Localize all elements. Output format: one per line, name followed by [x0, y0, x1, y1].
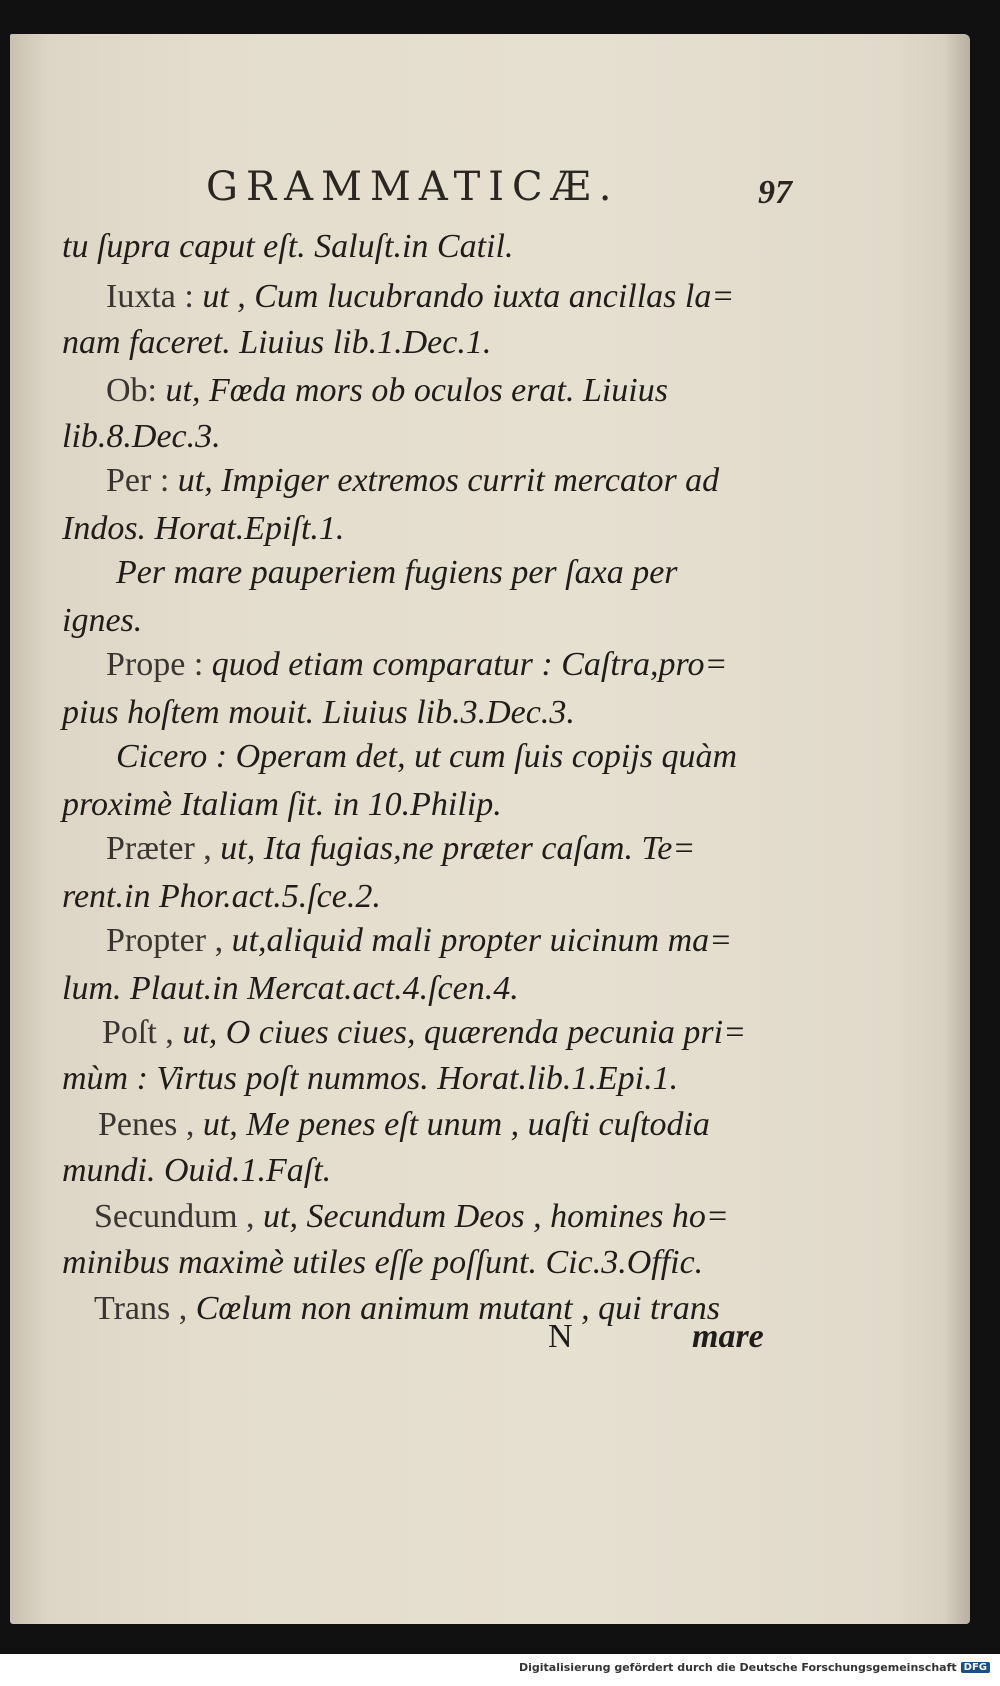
headword: Prope :: [106, 646, 212, 683]
line-text: nam faceret. Liuius lib.1.Dec.1.: [62, 324, 492, 361]
headword: Secundum ,: [94, 1198, 264, 1235]
text-line: [106, 464, 719, 498]
headword: Ob:: [106, 372, 166, 409]
book-page: [10, 34, 970, 1624]
line-text: mundi. Ouid.1.Faſt.: [62, 1152, 332, 1189]
line-text: quod etiam comparatur : Caſtra,pro=: [211, 646, 728, 683]
headword: Per :: [106, 462, 178, 499]
line-text: ut,aliquid mali propter uicinum ma=: [231, 922, 733, 959]
line-text: ut, Secundum Deos , homines ho=: [263, 1198, 729, 1235]
line-text: Indos. Horat.Epiſt.1.: [62, 510, 345, 547]
line-text: Per mare pauperiem fugiens per ſaxa per: [116, 554, 678, 591]
text-line: [116, 556, 678, 590]
headword: Præter ,: [106, 830, 221, 867]
text-line: [62, 696, 575, 730]
text-line: [62, 1154, 331, 1188]
running-title: GRAMMATICÆ.: [206, 164, 620, 210]
line-text: ut, Fœda mors ob oculos erat. Liuius: [165, 372, 668, 409]
text-line: [106, 924, 732, 958]
text-line: [62, 604, 142, 638]
line-text: tu ſupra caput eſt. Saluſt.in Catil.: [62, 228, 514, 265]
catchword: mare: [692, 1318, 764, 1355]
headword: Trans ,: [94, 1290, 196, 1327]
text-line: [62, 420, 221, 454]
line-text: lum. Plaut.in Mercat.act.4.ſcen.4.: [62, 970, 519, 1007]
text-line: [62, 788, 502, 822]
text-line: [62, 972, 519, 1006]
text-line: [94, 1292, 720, 1326]
text-line: [106, 280, 734, 314]
line-text: mùm : Virtus poſt nummos. Horat.lib.1.Epi.1.: [62, 1060, 679, 1097]
line-text: minibus maximè utiles eſſe poſſunt. Cic.3.Offic.: [62, 1244, 704, 1281]
line-text: ignes.: [62, 602, 143, 639]
text-line: [116, 740, 737, 774]
line-text: lib.8.Dec.3.: [62, 418, 221, 455]
line-text: proximè Italiam ſit. in 10.Philip.: [62, 786, 502, 823]
credit-text: Digitalisierung gefördert durch die Deutsche Forschungsgemeinschaft: [518, 1661, 957, 1674]
headword: Penes ,: [98, 1106, 203, 1143]
signature-mark: N: [548, 1318, 573, 1355]
line-text: Cœlum non animum mutant , qui trans: [195, 1290, 720, 1327]
text-line: [62, 512, 344, 546]
digitization-credit: [519, 1661, 990, 1674]
page-number: 97: [758, 174, 792, 211]
line-text: ut , Cum lucubrando iuxta ancillas la=: [202, 278, 735, 315]
text-line: [94, 1200, 729, 1234]
text-line: [106, 832, 695, 866]
headword: Iuxta :: [106, 278, 203, 315]
text-line: [106, 374, 668, 408]
text-line: [62, 1062, 678, 1096]
line-text: ut, Me penes eſt unum , uaſti cuſtodia: [202, 1106, 710, 1143]
text-line: [62, 326, 491, 360]
text-line: [106, 648, 727, 682]
line-text: pius hoſtem mouit. Liuius lib.3.Dec.3.: [62, 694, 575, 731]
headword: Poſt ,: [102, 1014, 183, 1051]
line-text: ut, O ciues ciues, quærenda pecunia pri=: [182, 1014, 747, 1051]
text-line: [102, 1016, 746, 1050]
line-text: Cicero : Operam det, ut cum ſuis copijs quàm: [116, 738, 738, 775]
line-text: ut, Impiger extremos currit mercator ad: [177, 462, 720, 499]
line-text: rent.in Phor.act.5.ſce.2.: [62, 878, 381, 915]
dfg-logo: DFG: [961, 1662, 990, 1673]
text-line: [98, 1108, 710, 1142]
text-line: [62, 880, 381, 914]
headword: Propter ,: [106, 922, 232, 959]
text-line: [62, 1246, 703, 1280]
text-line: [62, 230, 513, 264]
line-text: ut, Ita fugias,ne præter caſam. Te=: [220, 830, 696, 867]
